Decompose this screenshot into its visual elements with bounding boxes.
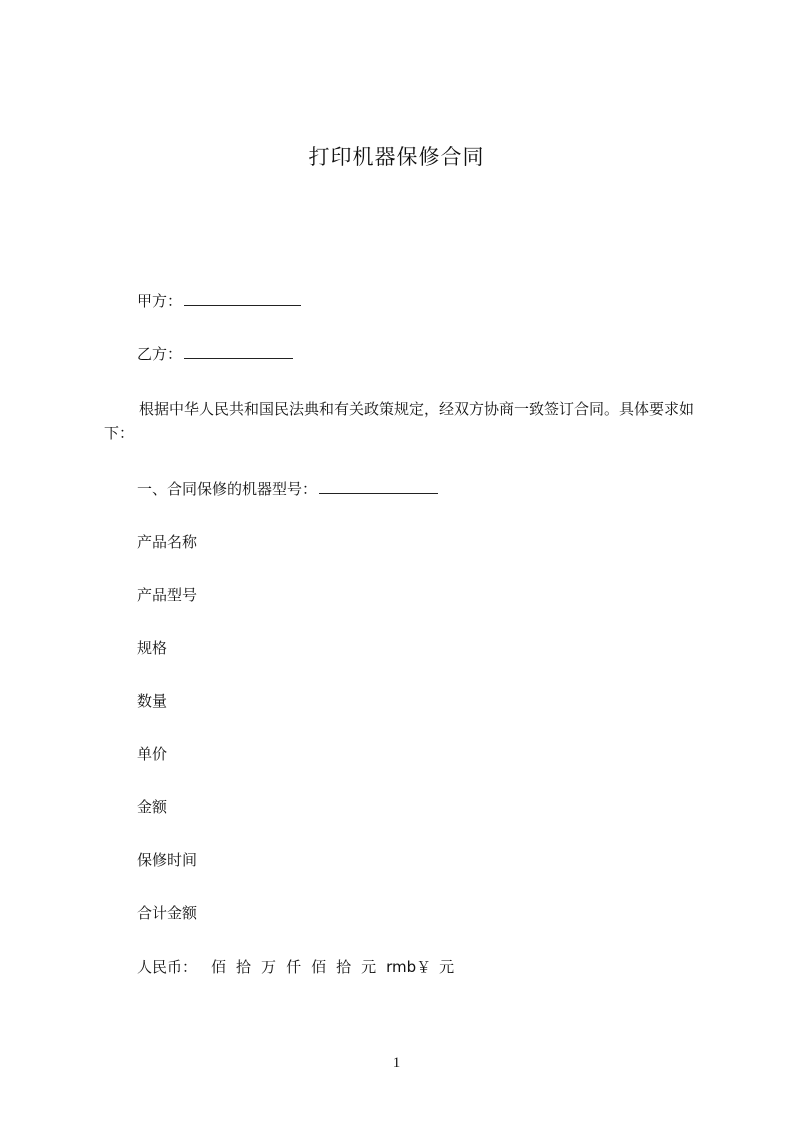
section1-line	[137, 479, 438, 499]
section1-label: 一、合同保修的机器型号：	[137, 480, 318, 498]
party-b-blank[interactable]	[184, 344, 293, 359]
page-number: 1	[392, 1055, 401, 1071]
rmb-unit-bai-2: 佰	[311, 958, 327, 976]
rmb-line	[137, 957, 464, 977]
item-quantity: 数量	[137, 692, 168, 710]
rmb-label: 人民币：	[137, 958, 198, 976]
item-unit-price: 单价	[137, 745, 168, 763]
rmb-unit-shi-2: 拾	[336, 958, 352, 976]
party-b-line	[137, 344, 293, 364]
item-product-name: 产品名称	[137, 533, 198, 551]
machine-model-blank[interactable]	[319, 479, 438, 494]
item-total-amount: 合计金额	[137, 904, 198, 922]
party-a-line	[137, 291, 301, 311]
item-amount: 金额	[137, 798, 168, 816]
intro-paragraph: 根据中华人民共和国民法典和有关政策规定，经双方协商一致签订合同。具体要求如下：	[104, 400, 695, 442]
item-spec: 规格	[137, 639, 168, 657]
party-a-label: 甲方：	[137, 292, 183, 310]
rmb-unit-bai: 佰	[211, 958, 227, 976]
item-product-model: 产品型号	[137, 586, 198, 604]
rmb-unit-wan: 万	[261, 958, 277, 976]
rmb-unit-qian: 仟	[286, 958, 302, 976]
rmb-end: 元	[439, 958, 455, 976]
document-title: 打印机器保修合同	[308, 145, 485, 169]
item-warranty-period: 保修时间	[137, 851, 198, 869]
rmb-unit-yuan: 元	[361, 958, 377, 976]
rmb-unit-shi: 拾	[236, 958, 252, 976]
party-a-blank[interactable]	[184, 291, 301, 306]
rmb-suffix: rmb￥	[386, 958, 432, 976]
party-b-label: 乙方：	[137, 345, 183, 363]
